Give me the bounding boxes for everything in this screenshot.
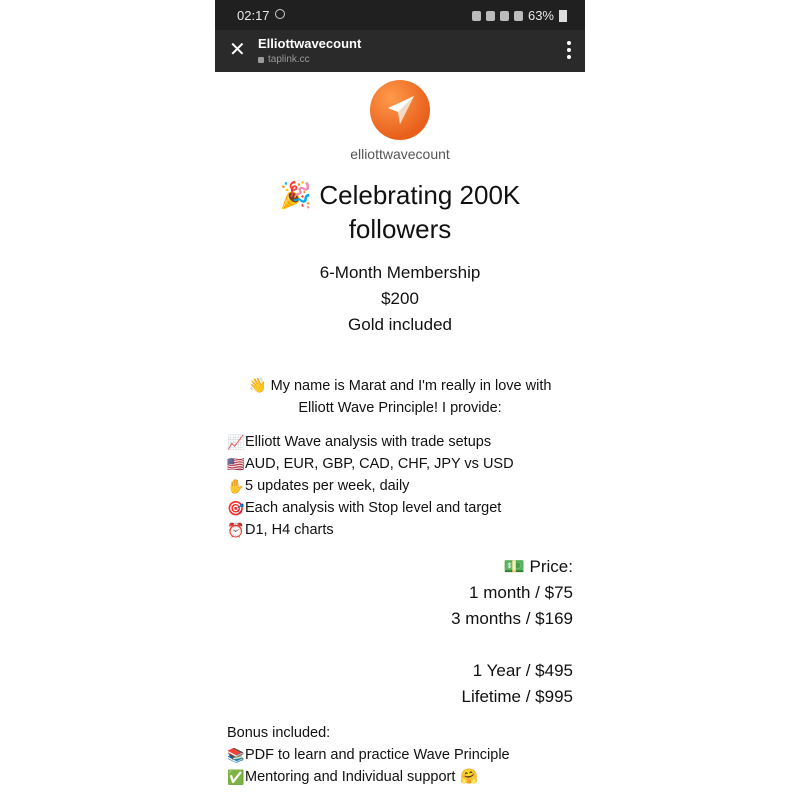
url-text: taplink.cc [268, 54, 310, 65]
check-mark-icon: ✅ [227, 769, 245, 785]
battery-percent: 63% [527, 8, 554, 23]
close-icon[interactable]: ✕ [229, 39, 246, 61]
bonus-text: Mentoring and Individual support [245, 769, 456, 785]
membership-price: $200 [381, 289, 419, 308]
price-one-year: 1 Year / $495 [472, 661, 573, 680]
wifi-icon [500, 11, 509, 21]
list-item [227, 431, 577, 453]
status-icons [472, 8, 567, 23]
price-three-months: 3 months / $169 [451, 609, 573, 628]
battery-icon [559, 10, 567, 22]
feature-text: 5 updates per week, daily [245, 478, 410, 494]
price-lifetime: Lifetime / $995 [461, 687, 573, 706]
signal-icon [514, 11, 523, 21]
pricing-block [273, 554, 573, 710]
waving-hand-icon: 👋 [248, 378, 267, 394]
bonus-block [227, 722, 577, 788]
feature-text: Elliott Wave analysis with trade setups [245, 434, 492, 450]
hugging-face-icon: 🤗 [460, 769, 479, 785]
money-icon: 💵 [503, 557, 525, 576]
feature-text: Each analysis with Stop level and target [245, 500, 502, 516]
list-item [227, 766, 577, 788]
price-label: Price: [529, 557, 573, 576]
avatar [370, 80, 430, 140]
alarm-icon [472, 11, 481, 21]
headline [215, 178, 585, 246]
target-icon: 🎯 [227, 500, 245, 516]
status-bar [215, 0, 585, 30]
browser-toolbar [215, 30, 585, 72]
more-options-icon[interactable] [567, 41, 571, 62]
features-list [227, 431, 577, 541]
paper-plane-icon [370, 80, 430, 140]
party-popper-icon: 🎉 [279, 180, 313, 210]
alarm-clock-icon: ⏰ [227, 522, 245, 538]
profile-handle: elliottwavecount [350, 146, 450, 162]
chart-increasing-icon: 📈 [227, 434, 245, 450]
list-item [227, 475, 577, 497]
spacer [273, 632, 573, 658]
us-flag-icon: 🇺🇸 [227, 456, 245, 472]
price-one-month: 1 month / $75 [469, 583, 573, 602]
bonus-text: PDF to learn and practice Wave Principle [245, 747, 510, 763]
list-item [227, 453, 577, 475]
bonus-title: Bonus included: [227, 725, 331, 741]
membership-name: 6-Month Membership [319, 263, 481, 282]
headline-line2: followers [348, 214, 452, 244]
list-item [227, 519, 577, 541]
books-icon: 📚 [227, 747, 245, 763]
headline-line1: Celebrating 200K [319, 180, 521, 210]
feature-text: D1, H4 charts [245, 522, 334, 538]
intro-line2: Elliott Wave Principle! I provide: [298, 400, 502, 416]
raised-hand-icon: ✋ [227, 478, 245, 494]
list-item [227, 744, 577, 766]
page-title: Elliottwavecount [258, 36, 362, 51]
page-url [258, 54, 310, 65]
clock-icon [275, 9, 285, 19]
phone-screen [215, 0, 585, 800]
intro-text [215, 375, 585, 419]
feature-text: AUD, EUR, GBP, CAD, CHF, JPY vs USD [245, 456, 514, 472]
status-time: 02:17 [237, 8, 270, 23]
membership-note: Gold included [348, 315, 452, 334]
list-item [227, 497, 577, 519]
intro-line1: My name is Marat and I'm really in love with [270, 378, 552, 394]
mute-icon [486, 11, 495, 21]
lock-icon [258, 57, 264, 63]
membership-block [215, 260, 585, 338]
